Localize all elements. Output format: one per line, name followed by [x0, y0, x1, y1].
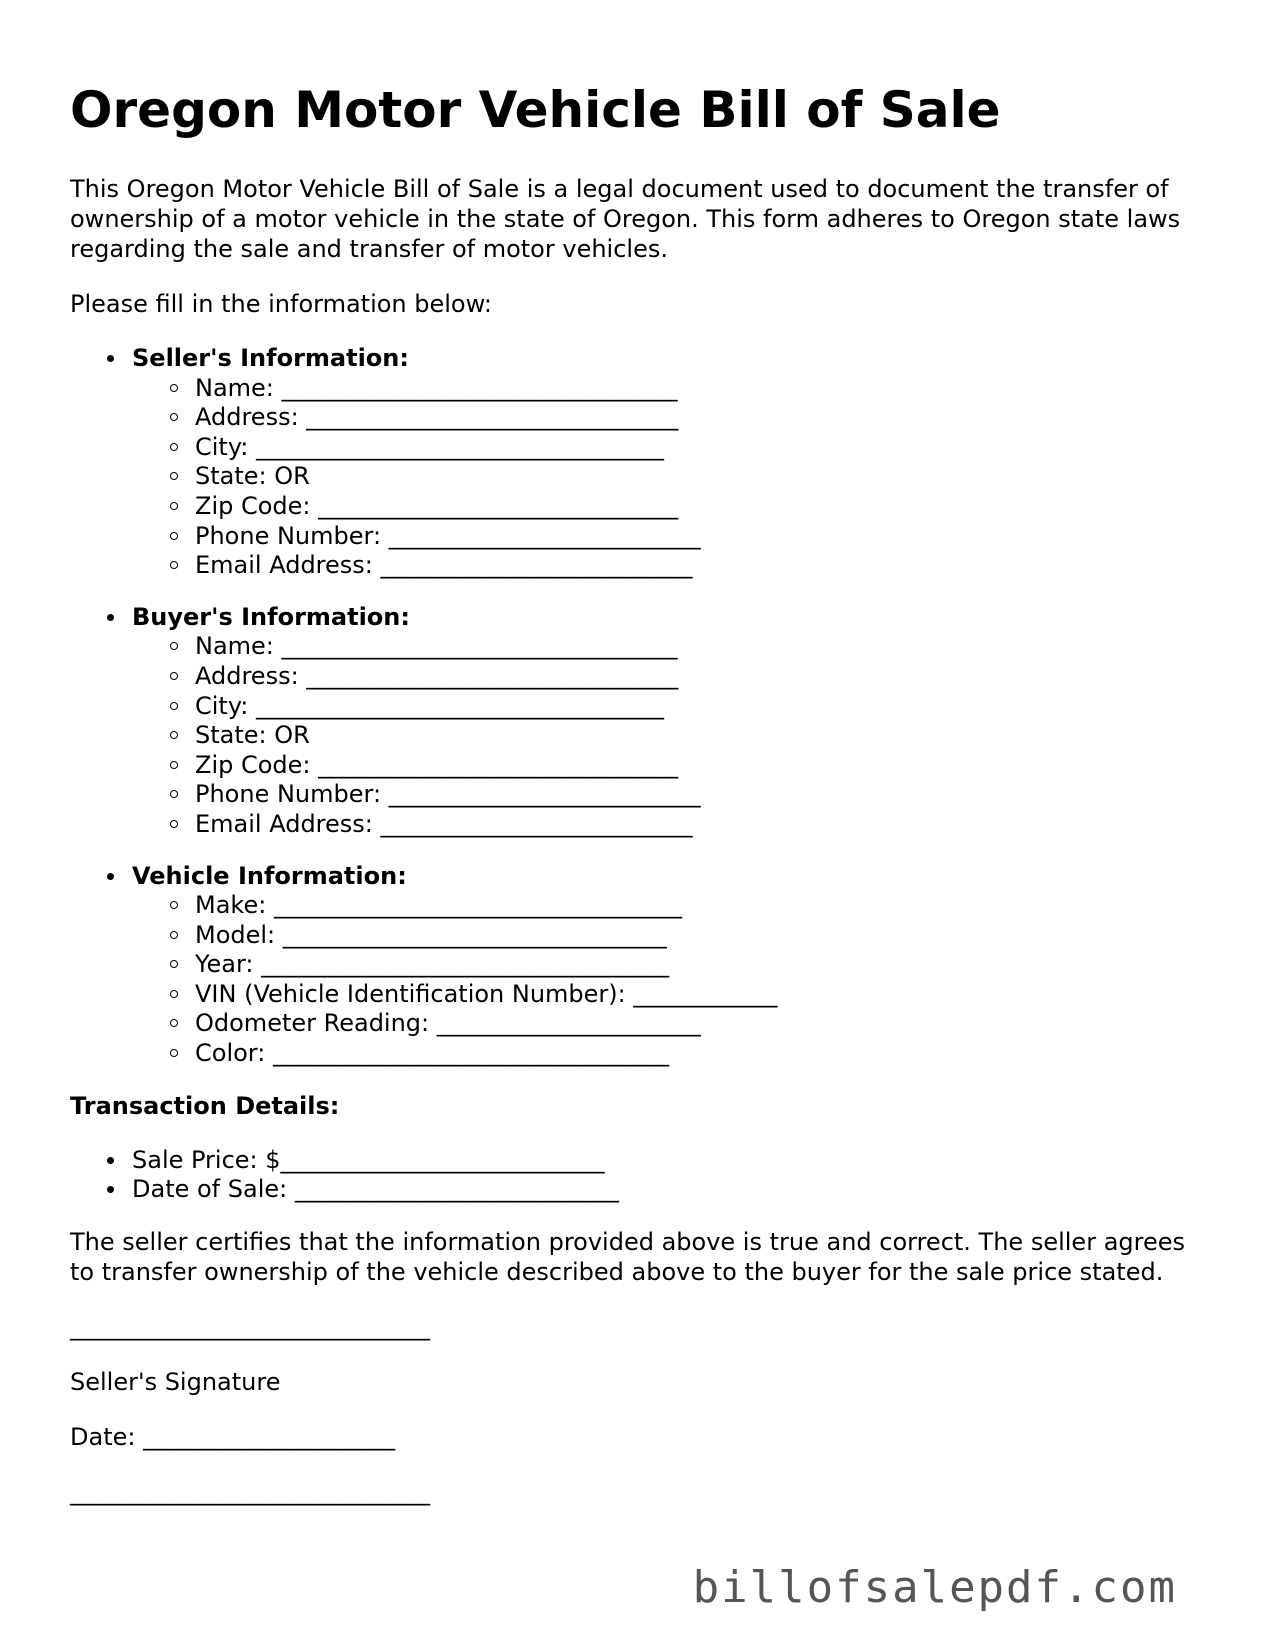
bullet-ring-icon	[170, 502, 178, 510]
bullet-ring-icon	[170, 820, 178, 828]
seller-phone-field[interactable]: Phone Number: __________________________	[195, 522, 1210, 552]
vehicle-vin-field[interactable]: VIN (Vehicle Identification Number): ____________	[195, 980, 1210, 1010]
transaction-fields	[70, 1146, 1210, 1205]
bullet-ring-icon	[170, 472, 178, 480]
buyer-state-field: State: OR	[195, 721, 1210, 751]
watermark: billofsalepdf.com	[692, 1562, 1177, 1613]
seller-name-field[interactable]: Name: _________________________________	[195, 374, 1210, 404]
buyer-fields	[132, 632, 1210, 839]
bullet-ring-icon	[170, 1049, 178, 1057]
page-title: Oregon Motor Vehicle Bill of Sale	[70, 81, 1001, 139]
bullet-ring-icon	[170, 642, 178, 650]
seller-signature-line[interactable]: ______________________________	[70, 1312, 430, 1341]
bullet-ring-icon	[170, 901, 178, 909]
buyer-section	[132, 603, 1210, 840]
intro-paragraph: This Oregon Motor Vehicle Bill of Sale is a legal document used to document the transfer of ownership of a motor vehicle in the state of Oregon. This form adheres to Oregon state laws regarding the sale and transfer of motor vehicles.	[70, 175, 1181, 263]
vehicle-heading: Vehicle Information:	[132, 861, 407, 890]
bullet-ring-icon	[170, 532, 178, 540]
sale-price-field[interactable]: Sale Price: $___________________________	[132, 1146, 1210, 1176]
buyer-email-field[interactable]: Email Address: __________________________	[195, 810, 1210, 840]
bullet-ring-icon	[170, 702, 178, 710]
vehicle-odometer-field[interactable]: Odometer Reading: ______________________	[195, 1009, 1210, 1039]
date-of-sale-field[interactable]: Date of Sale: ___________________________	[132, 1175, 1210, 1205]
buyer-phone-field[interactable]: Phone Number: __________________________	[195, 780, 1210, 810]
certification-paragraph: The seller certifies that the information provided above is true and correct. The seller agrees to transfer ownership of the vehicle described above to the buyer for the sale price stated.	[70, 1227, 1186, 1286]
bullet-ring-icon	[170, 672, 178, 680]
seller-zip-field[interactable]: Zip Code: ______________________________	[195, 492, 1210, 522]
vehicle-fields	[132, 891, 1210, 1069]
seller-state-field: State: OR	[195, 462, 1210, 492]
buyer-name-field[interactable]: Name: _________________________________	[195, 632, 1210, 662]
bullet-dot-icon	[107, 1157, 114, 1164]
vehicle-model-field[interactable]: Model: ________________________________	[195, 921, 1210, 951]
bullet-ring-icon	[170, 731, 178, 739]
bullet-ring-icon	[170, 931, 178, 939]
buyer-zip-field[interactable]: Zip Code: ______________________________	[195, 751, 1210, 781]
seller-city-field[interactable]: City: __________________________________	[195, 433, 1210, 463]
bill-of-sale-document	[70, 80, 1210, 1532]
bullet-ring-icon	[170, 990, 178, 998]
seller-heading: Seller's Information:	[132, 344, 409, 372]
bullet-dot-icon	[107, 355, 114, 362]
vehicle-color-field[interactable]: Color: _________________________________	[195, 1039, 1210, 1069]
transaction-heading: Transaction Details:	[70, 1091, 340, 1120]
bullet-dot-icon	[107, 614, 114, 621]
bullet-ring-icon	[170, 1019, 178, 1027]
vehicle-make-field[interactable]: Make: __________________________________	[195, 891, 1210, 921]
buyer-address-field[interactable]: Address: _______________________________	[195, 662, 1210, 692]
seller-date-field[interactable]: Date: _____________________	[70, 1422, 396, 1451]
bullet-ring-icon	[170, 413, 178, 421]
vehicle-year-field[interactable]: Year: __________________________________	[195, 950, 1210, 980]
bullet-ring-icon	[170, 443, 178, 451]
bullet-dot-icon	[107, 873, 114, 880]
bullet-ring-icon	[170, 960, 178, 968]
bullet-ring-icon	[170, 384, 178, 392]
bullet-ring-icon	[170, 561, 178, 569]
seller-signature-label: Seller's Signature	[70, 1367, 281, 1396]
seller-email-field[interactable]: Email Address: __________________________	[195, 551, 1210, 581]
vehicle-section	[132, 862, 1210, 1069]
bullet-dot-icon	[107, 1186, 114, 1193]
seller-fields	[132, 374, 1210, 581]
bullet-ring-icon	[170, 761, 178, 769]
buyer-signature-line[interactable]: ______________________________	[70, 1477, 430, 1506]
information-sections	[70, 344, 1210, 1069]
seller-section	[132, 344, 1210, 581]
buyer-city-field[interactable]: City: __________________________________	[195, 692, 1210, 722]
seller-address-field[interactable]: Address: _______________________________	[195, 403, 1210, 433]
buyer-heading: Buyer's Information:	[132, 602, 410, 631]
bullet-ring-icon	[170, 790, 178, 798]
instruction-text: Please fill in the information below:	[70, 290, 493, 318]
